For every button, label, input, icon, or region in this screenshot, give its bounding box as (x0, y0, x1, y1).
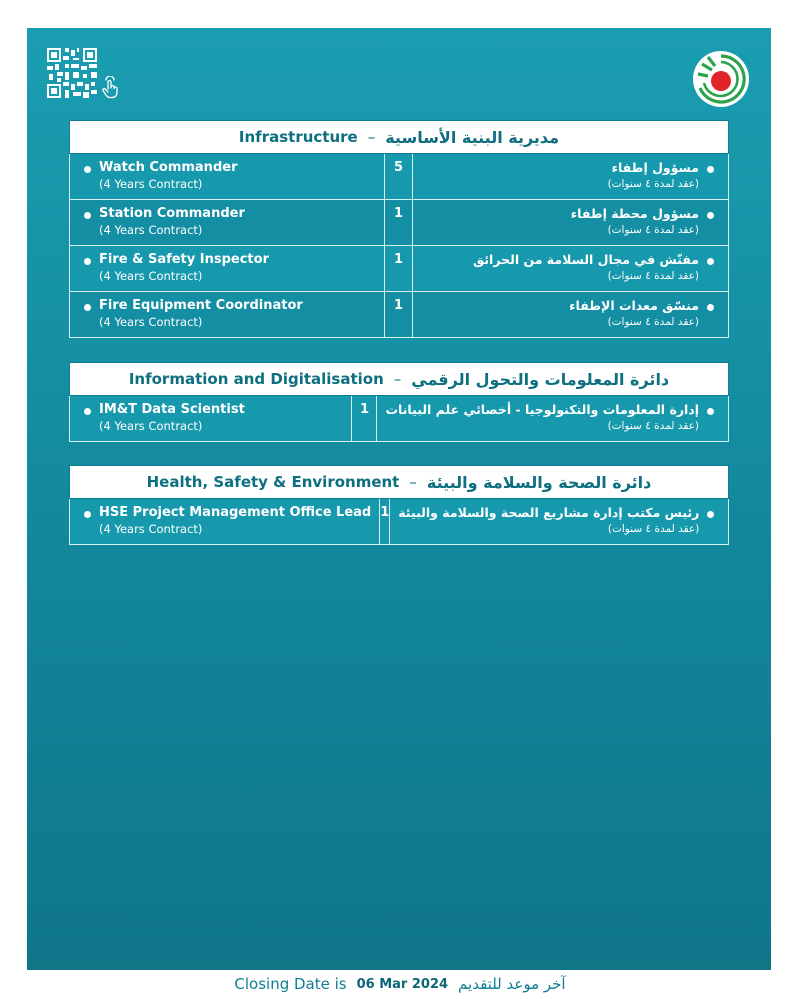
footer (0, 972, 800, 996)
bullet-icon (84, 166, 91, 173)
section-title-ar: دائرة الصحة والسلامة والبيئة (426, 472, 652, 492)
bullet-icon (84, 258, 91, 265)
section-separator: – (367, 128, 376, 146)
job-title-ar: مسؤول إطفاء (611, 160, 699, 175)
section-title-en: Infrastructure (238, 128, 358, 146)
section-header (69, 120, 729, 154)
vacancy-count: 1 (385, 246, 413, 291)
section-header (69, 465, 729, 499)
job-title-ar: رئيس مكتب إدارة مشاريع الصحة والسلامة والبيئة (398, 505, 700, 520)
vacancy-count: 1 (352, 396, 377, 441)
bullet-icon (707, 304, 714, 311)
job-title-ar: منسّق معدات الإطفاء (569, 298, 699, 313)
table-row (69, 246, 729, 292)
table-row (69, 292, 729, 338)
section-title-ar: مديرية البنية الأساسية (385, 127, 560, 147)
qr-code-icon[interactable] (47, 48, 97, 98)
bullet-icon (707, 408, 714, 415)
bullet-icon (84, 408, 91, 415)
contract-en: (4 Years Contract) (99, 269, 203, 283)
job-poster (27, 28, 771, 970)
closing-label-ar: آخر موعد للتقديم (458, 975, 566, 993)
job-title-en: Fire & Safety Inspector (99, 252, 269, 267)
job-title-en: IM&T Data Scientist (99, 402, 245, 417)
company-logo-icon (692, 50, 750, 108)
section-header (69, 362, 729, 396)
section-information-digitalisation (69, 362, 729, 442)
job-title-ar: إدارة المعلومات والتكنولوجيا - أخصائي علم البيانات (385, 402, 699, 417)
section-title-en: Health, Safety & Environment (146, 473, 400, 491)
contract-ar: (عقد لمدة ٤ سنوات) (607, 316, 699, 328)
closing-label-en: Closing Date is (234, 975, 347, 993)
table-row (69, 499, 729, 545)
bullet-icon (707, 511, 714, 518)
contract-en: (4 Years Contract) (99, 419, 203, 433)
job-title-ar: مفتّش في مجال السلامة من الحرائق (473, 252, 699, 267)
closing-date: 06 Mar 2024 (356, 976, 449, 992)
bullet-icon (84, 511, 91, 518)
bullet-icon (84, 304, 91, 311)
vacancy-count: 1 (385, 200, 413, 245)
contract-ar: (عقد لمدة ٤ سنوات) (607, 178, 699, 190)
contract-en: (4 Years Contract) (99, 315, 203, 329)
section-title-ar: دائرة المعلومات والتحول الرقمي (411, 369, 670, 389)
section-title-en: Information and Digitalisation (128, 370, 384, 388)
vacancy-count: 5 (385, 154, 413, 199)
contract-ar: (عقد لمدة ٤ سنوات) (607, 420, 699, 432)
contract-ar: (عقد لمدة ٤ سنوات) (607, 270, 699, 282)
contract-en: (4 Years Contract) (99, 522, 203, 536)
section-infrastructure (69, 120, 729, 338)
tap-hand-icon (99, 76, 121, 100)
job-title-en: Fire Equipment Coordinator (99, 298, 303, 313)
section-health-safety-environment (69, 465, 729, 545)
bullet-icon (707, 258, 714, 265)
job-title-en: HSE Project Management Office Lead (99, 505, 372, 520)
section-separator: – (409, 473, 417, 491)
bullet-icon (84, 212, 91, 219)
table-row (69, 396, 729, 442)
job-title-en: Watch Commander (99, 160, 238, 175)
job-title-en: Station Commander (99, 206, 245, 221)
vacancy-count: 1 (380, 499, 390, 544)
vacancy-count: 1 (385, 292, 413, 337)
table-row (69, 200, 729, 246)
bullet-icon (707, 212, 714, 219)
contract-en: (4 Years Contract) (99, 177, 203, 191)
contract-ar: (عقد لمدة ٤ سنوات) (607, 523, 700, 535)
bullet-icon (707, 166, 714, 173)
job-title-ar: مسؤول محطة إطفاء (570, 206, 699, 221)
table-row (69, 154, 729, 200)
section-separator: – (393, 370, 402, 388)
contract-en: (4 Years Contract) (99, 223, 203, 237)
contract-ar: (عقد لمدة ٤ سنوات) (607, 224, 699, 236)
